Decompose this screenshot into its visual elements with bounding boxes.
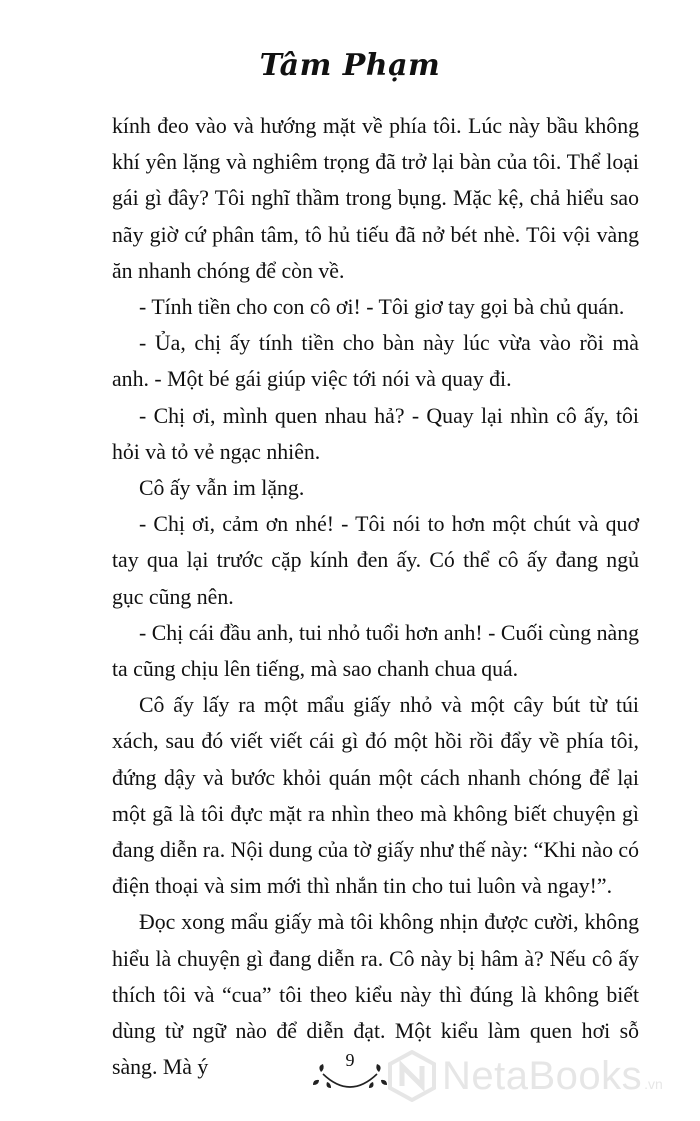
netabooks-logo-icon [388, 1050, 436, 1102]
paragraph: kính đeo vào và hướng mặt về phía tôi. Lúc này bầu không khí yên lặng và nghiêm trọng đã trở lại bàn của tôi. Thể loại gái gì đây? Tôi nghĩ thầm trong bụng. Mặc kệ, chả hiểu sao nãy giờ cứ phân tâm, tô hủ tiếu đã nở bét nhè. Tôi vội vàng ăn nhanh chóng để còn về. [112, 114, 639, 283]
body-text [112, 108, 639, 1085]
paragraph: Cô ấy vẫn im lặng. [139, 476, 305, 501]
running-header-author: Tâm Phạm [259, 48, 441, 83]
watermark-brand: NetaBooks [442, 1053, 643, 1098]
paragraph: - Chị ơi, cảm ơn nhé! - Tôi nói to hơn một chút và quơ tay qua lại trước cặp kính đen ấy. Có thể cô ấy đang ngủ gục cũng nên. [112, 512, 639, 609]
paragraph: - Chị cái đầu anh, tui nhỏ tuổi hơn anh! - Cuối cùng nàng ta cũng chịu lên tiếng, mà sao chanh chua quá. [112, 620, 639, 682]
vine-ornament-icon [305, 1052, 395, 1102]
paragraph: - Tính tiền cho con cô ơi! - Tôi giơ tay gọi bà chủ quán. [139, 295, 625, 320]
paragraph: Cô ấy lấy ra một mẩu giấy nhỏ và một cây bút từ túi xách, sau đó viết viết cái gì đó một hồi rồi đẩy về phía tôi, đứng dậy và bước khỏi quán một cách nhanh chóng để lại một gã là tôi đực mặt ra nhìn theo mà không biết chuyện gì đang diễn ra. Nội dung của tờ giấy như thế này: “Khi nào có điện thoại và sim mới thì nhắn tin cho tui luôn và ngay!”. [112, 693, 639, 899]
page-number: 9 [345, 1050, 355, 1070]
paragraph: Đọc xong mẩu giấy mà tôi không nhịn được cười, không hiểu là chuyện gì đang diễn ra. Cô này bị hâm à? Nếu cô ấy thích tôi và “cua” tôi theo kiểu này thì đúng là không biết dùng từ ngữ nào để diễn đạt. Một kiểu làm quen hơi sỗ sàng. Mà ý [112, 910, 639, 1080]
paragraph: - Chị ơi, mình quen nhau hả? - Quay lại nhìn cô ấy, tôi hỏi và tỏ vẻ ngạc nhiên. [112, 403, 639, 464]
watermark-suffix: .vn [644, 1076, 663, 1092]
watermark [388, 1046, 688, 1106]
paragraph: - Ủa, chị ấy tính tiền cho bàn này lúc vừa vào rồi mà anh. - Một bé gái giúp việc tới nói và quay đi. [112, 331, 639, 392]
